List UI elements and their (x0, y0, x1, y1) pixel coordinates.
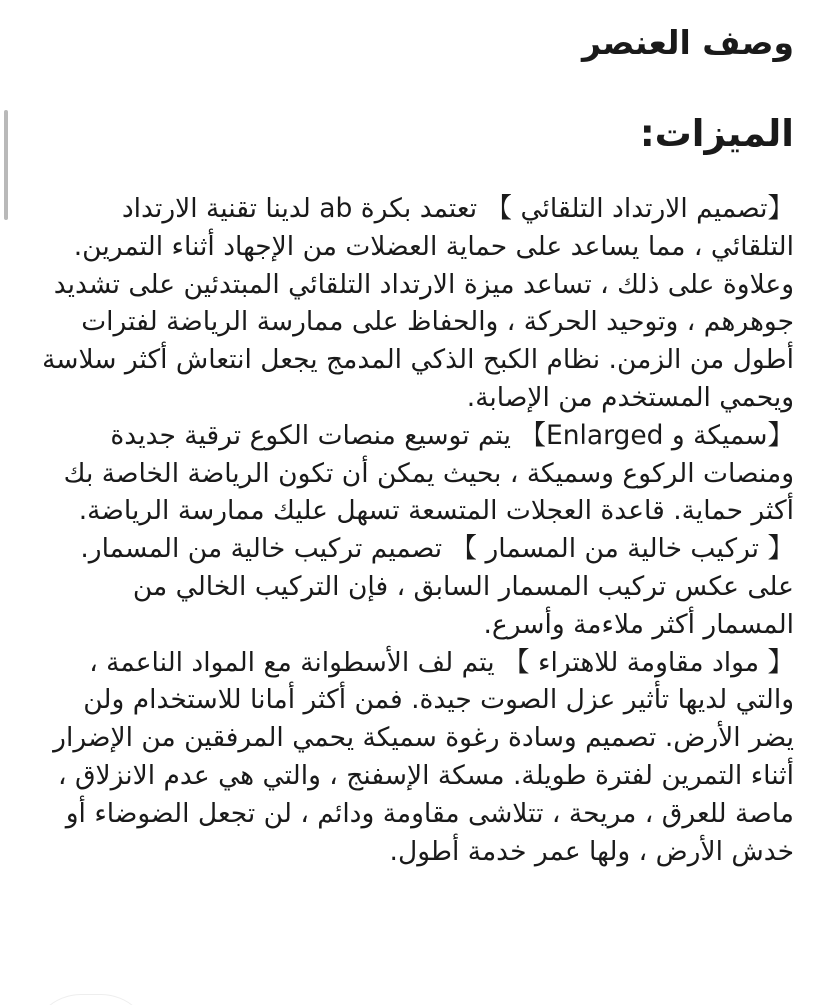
feature-item-screw-free (38, 530, 794, 643)
feature-body: تعتمد بكرة ab لدينا تقنية الارتداد التلقائي ، مما يساعد على حماية العضلات من الإجهاد أثناء التمرين. وعلاوة على ذلك ، تساعد ميزة الارتداد التلقائي المبتدئين على تشديد جوهرهم ، وتوحيد الحركة ، والحفاظ على ممارسة الرياضة لفترات أطول من الزمن. نظام الكبح الذكي المدمج يجعل انتعاش أكثر سلاسة ويحمي المستخدم من الإصابة. (42, 193, 794, 413)
feature-open-bracket: 【 (767, 533, 794, 565)
feature-title: تركيب خالية من المسمار (485, 533, 760, 565)
feature-open-bracket: 【 (767, 419, 794, 451)
feature-title: مواد مقاومة للاهتراء (537, 646, 760, 678)
feature-close-bracket: 】 (485, 193, 513, 224)
feature-title: سميكة و Enlarged (545, 419, 768, 451)
feature-open-bracket: 【 (767, 193, 794, 224)
feature-item-auto-rebound (38, 190, 794, 417)
feature-title: تصميم الارتداد التلقائي (520, 193, 768, 224)
feature-close-bracket: 】 (450, 533, 478, 565)
feature-body: يتم توسيع منصات الكوع ترقية جديدة ومنصات الركوع وسميكة ، بحيث يمكن أن تكون الرياضة الخاصة بك أكثر حماية. قاعدة العجلات المتسعة تسهل عليك ممارسة الرياضة. (63, 419, 794, 527)
feature-body: تصميم تركيب خالية من المسمار. على عكس تركيب المسمار السابق ، فإن التركيب الخالي من المسمار أكثر ملاءمة وأسرع. (80, 533, 794, 640)
features-list (38, 190, 794, 870)
product-description (38, 0, 794, 870)
feature-close-bracket: 】 (503, 646, 530, 678)
floating-button-partial[interactable] (30, 994, 152, 1005)
feature-body: يتم لف الأسطوانة مع المواد الناعمة ، والتي لديها تأثير عزل الصوت جيدة. فمن أكثر أمانا للاستخدام ولن يضر الأرض. تصميم وسادة رغوة سميكة يحمي المرفقين من الإضرار أثناء التمرين لفترة طويلة. مسكة الإسفنج ، والتي هي عدم الانزلاق ، ماصة للعرق ، مريحة ، تتلاشى مقاومة ودائم ، لن تجعل الضوضاء أو خدش الأرض ، ولها عمر خدمة أطول. (53, 646, 794, 867)
feature-item-wear-resistant (38, 644, 794, 871)
feature-open-bracket: 【 (767, 646, 794, 678)
features-heading: الميزات: (639, 112, 794, 155)
feature-item-enlarged (38, 417, 794, 530)
page-title: وصف العنصر (581, 23, 794, 62)
scrollbar[interactable] (4, 110, 8, 220)
feature-close-bracket: 】 (519, 419, 546, 451)
